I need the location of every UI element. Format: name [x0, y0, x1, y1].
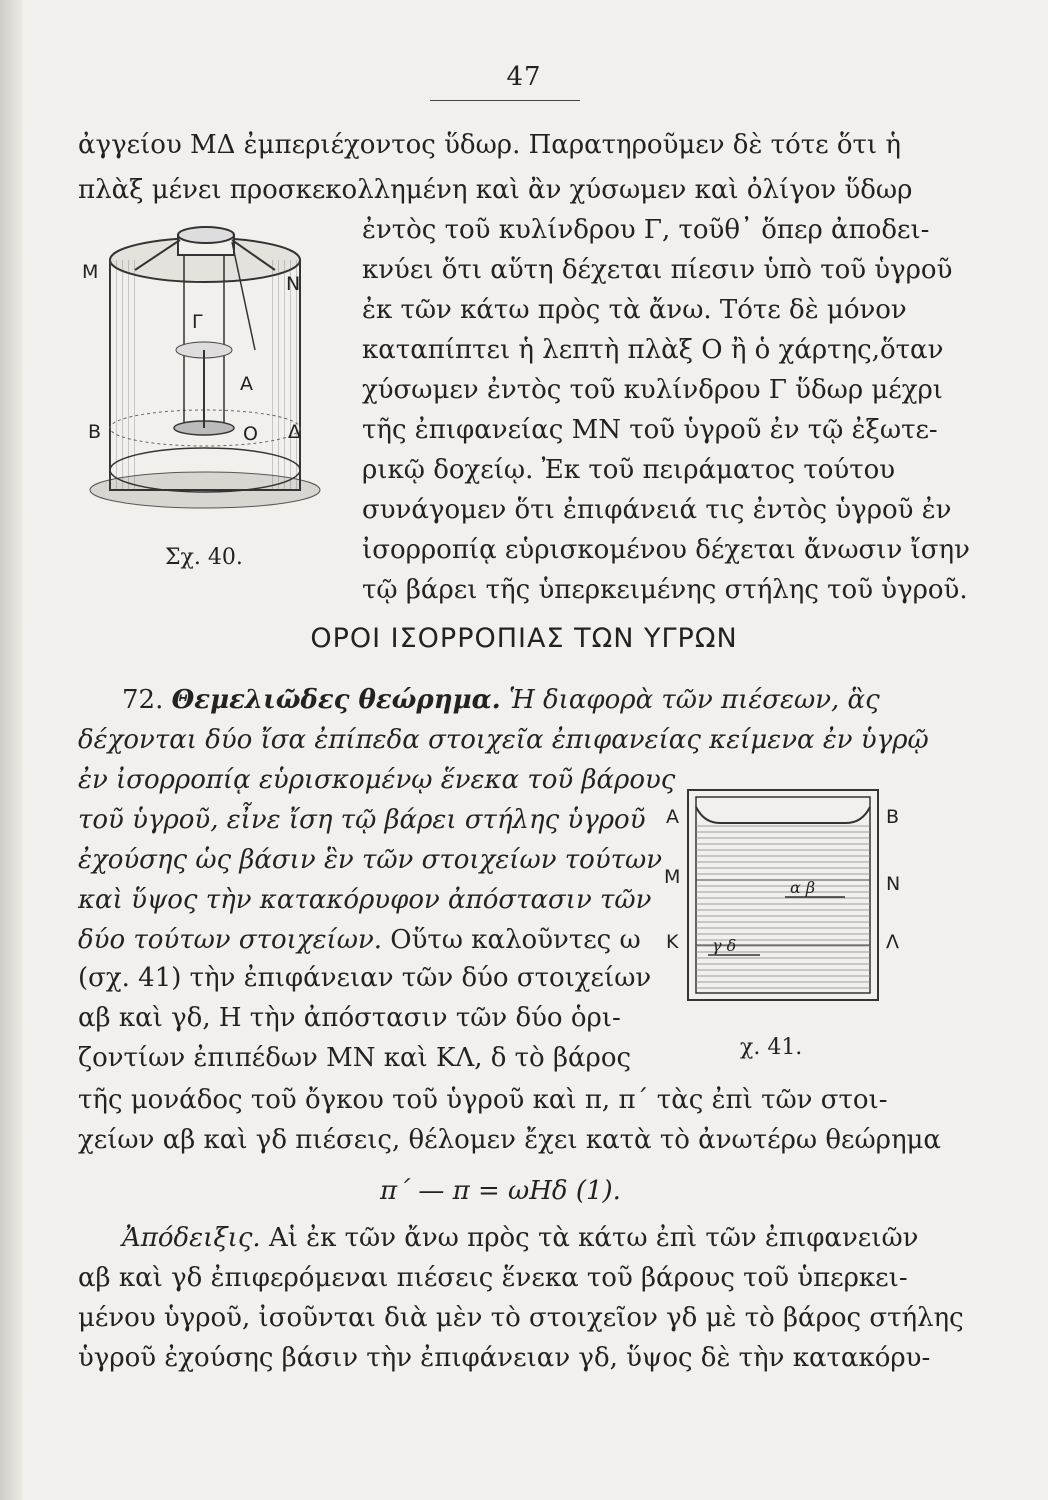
proof-label: Ἀπόδειξις. [122, 1223, 261, 1253]
text-line: πλὰξ μένει προσκεκολλημένη καὶ ἂν χύσωμεν καὶ ὀλίγον ὕδωρ [78, 175, 913, 205]
fig40-label-N: N [286, 273, 301, 295]
theorem-line [122, 685, 880, 715]
text-line: ζοντίων ἐπιπέδων ΜΝ καὶ ΚΛ, δ τὸ βάρος [78, 1043, 632, 1073]
fig40-label-D: Δ [288, 421, 301, 443]
text-line: ἐντὸς τοῦ κυλίνδρου Γ, τοῦθ᾽ ὅπερ ἀποδει- [362, 215, 930, 245]
proof-line: μένου ὑγροῦ, ἰσοῦνται διὰ μὲν τὸ στοιχεῖον γδ μὲ τὸ βάρος στήλης [78, 1303, 964, 1333]
proof-line: ὑγροῦ ἐχούσης βάσιν τὴν ἐπιφάνειαν γδ, ὕψος δὲ τὴν κατακόρυ- [78, 1343, 931, 1373]
text-line: τῆς μονάδος τοῦ ὄγκου τοῦ ὑγροῦ καὶ π, π΄ τὰς ἐπὶ τῶν στοι- [78, 1085, 888, 1115]
fig40-label-B: B [88, 421, 102, 443]
fig41-label-gd: γ δ [712, 936, 737, 955]
text-line: τῆς ἐπιφανείας ΜΝ τοῦ ὑγροῦ ἐν τῷ ἐξωτε- [362, 415, 938, 445]
figure-40-cylinder-apparatus [80, 200, 330, 530]
theorem-line: ἐν ἰσορροπίᾳ εὑρισκομένῳ ἕνεκα τοῦ βάρους [78, 765, 676, 795]
header-rule [430, 100, 580, 101]
notation-start: Οὕτω καλοῦντες ω [390, 925, 641, 955]
text-line: χύσωμεν ἐντὸς τοῦ κυλίνδρου Γ ὕδωρ μέχρι [362, 375, 943, 405]
fig41-label-N: N [886, 873, 901, 895]
theorem-line: καὶ ὕψος τὴν κατακόρυφον ἀπόστασιν τῶν [78, 885, 652, 915]
equation: π΄ — π = ωHδ (1). [380, 1176, 621, 1206]
theorem-line: ἐχούσης ὡς βάσιν ἓν τῶν στοιχείων τούτων [78, 845, 663, 875]
figure-40-caption: Σχ. 40. [165, 545, 243, 570]
fig41-label-B: B [886, 806, 900, 828]
fig41-label-M: M [664, 866, 681, 888]
theorem-number: 72. [122, 685, 164, 715]
text-line: συνάγομεν ὅτι ἐπιφάνειά τις ἐντὸς ὑγροῦ ἐν [362, 495, 952, 525]
text-line: ἐκ τῶν κάτω πρὸς τὰ ἄνω. Τότε δὲ μόνον [362, 295, 907, 325]
proof-line: αβ καὶ γδ ἐπιφερόμεναι πιέσεις ἕνεκα τοῦ βάρους τοῦ ὑπερκει- [78, 1263, 908, 1293]
figure-41-caption: χ. 41. [740, 1035, 803, 1060]
theorem-line: τοῦ ὑγροῦ, εἶνε ἴση τῷ βάρει στήλης ὑγροῦ [78, 805, 646, 835]
theorem-line: δέχονται δύο ἴσα ἐπίπεδα στοιχεῖα ἐπιφανείας κείμενα ἐν ὑγρῷ [78, 725, 929, 755]
fig41-label-L: Λ [886, 931, 899, 953]
theorem-statement-start: Ἡ διαφορὰ τῶν πιέσεων, ἃς [508, 685, 880, 715]
fig41-label-ab: α β [790, 878, 816, 897]
fig40-label-G: Γ [192, 311, 203, 333]
page-number: 47 [506, 62, 542, 92]
text-line: ἀγγείου ΜΔ ἐμπεριέχοντος ὕδωρ. Παρατηροῦμεν δὲ τότε ὅτι ἡ [78, 130, 901, 160]
text-line: κνύει ὅτι αὕτη δέχεται πίεσιν ὑπὸ τοῦ ὑγροῦ [362, 255, 953, 285]
text-line: ρικῷ δοχείῳ. Ἐκ τοῦ πειράματος τούτου [362, 455, 896, 485]
fig40-label-O: O [243, 423, 258, 445]
text-line: ἰσορροπίᾳ εὑρισκομένου δέχεται ἄνωσιν ἴσην [362, 535, 970, 565]
page-edge-shadow [0, 0, 22, 1500]
fig41-label-K: K [666, 931, 679, 953]
text-line: αβ καὶ γδ, H τὴν ἀπόστασιν τῶν δύο ὁρι- [78, 1003, 621, 1033]
proof-start: Αἱ ἐκ τῶν ἄνω πρὸς τὰ κάτω ἐπὶ τῶν ἐπιφανειῶν [268, 1223, 919, 1253]
proof-line [122, 1223, 918, 1253]
theorem-end: δύο τούτων στοιχείων. [78, 925, 383, 955]
section-heading: ΟΡΟΙ ΙΣΟΡΡΟΠΙΑΣ ΤΩΝ ΥΓΡΩΝ [310, 623, 738, 654]
theorem-title: Θεμελιῶδες θεώρημα. [171, 685, 501, 715]
theorem-line [78, 925, 641, 955]
text-line: καταπίπτει ἡ λεπτὴ πλὰξ Ο ἢ ὁ χάρτης,ὅταν [362, 335, 944, 365]
text-line: (σχ. 41) τὴν ἐπιφάνειαν τῶν δύο στοιχείων [78, 963, 652, 993]
text-line: χείων αβ καὶ γδ πιέσεις, θέλομεν ἔχει κατὰ τὸ ἀνωτέρω θεώρημα [78, 1125, 941, 1155]
figure-41-vessel [660, 785, 910, 1015]
fig41-label-A: A [666, 806, 679, 828]
text-line: τῷ βάρει τῆς ὑπερκειμένης στήλης τοῦ ὑγροῦ. [362, 575, 968, 605]
fig40-label-M: M [82, 261, 99, 283]
fig40-label-A: A [240, 373, 253, 395]
